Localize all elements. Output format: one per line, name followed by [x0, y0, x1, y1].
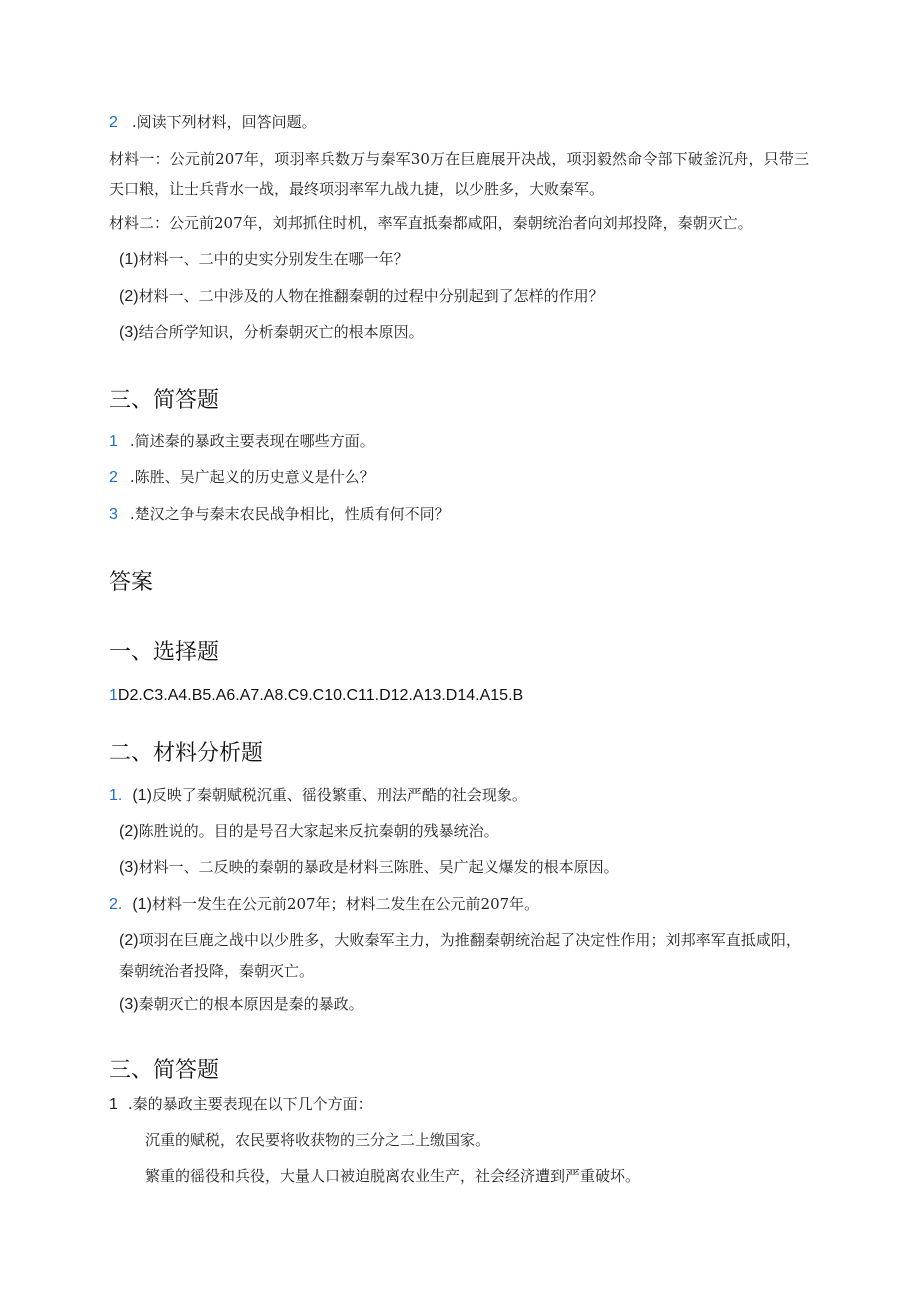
sub-answer-number: (2): [119, 823, 139, 840]
material-answer-2-sub-1: [109, 894, 539, 915]
sub-question-text: 材料一、二中涉及的人物在推翻秦朝的过程中分别起到了怎样的作用？: [138, 287, 604, 305]
short-question-3: [109, 504, 450, 525]
material-answer-2-sub-3: [119, 994, 364, 1015]
question-text: .楚汉之争与秦末农民战争相比，性质有何不同？: [129, 505, 450, 523]
answer-number: 2.: [109, 896, 123, 913]
answer-number: 1.: [109, 787, 123, 804]
answers-heading: 答案: [109, 569, 154, 594]
sub-answer-text: 材料一、二反映的秦朝的暴政是材料三陈胜、吴广起义爆发的根本原因。: [138, 858, 619, 876]
sub-question-3: [119, 322, 424, 343]
answer-number: 1: [109, 1096, 118, 1113]
choice-answers: [109, 686, 523, 706]
sub-question-number: (1): [119, 251, 139, 268]
sub-answer-text: 秦朝灭亡的根本原因是秦的暴政。: [138, 995, 364, 1013]
short-answer-1: [109, 1094, 373, 1115]
material-1: 材料一：公元前207年，项羽率兵数万与秦军30万在巨鹿展开决战，项羽毅然命令部下破釜沉舟，只带三天口粮，让士兵背水一战，最终项羽率军九战九捷，以少胜多，大败秦军。: [109, 150, 809, 198]
sub-question-1: [119, 249, 409, 270]
sub-answer-number: (1): [132, 896, 152, 913]
material-answer-1-sub-3: [119, 857, 619, 878]
sub-question-text: 结合所学知识，分析秦朝灭亡的根本原因。: [138, 323, 424, 341]
sub-answer-text: 材料一发生在公元前207年；材料二发生在公元前207年。: [151, 895, 540, 913]
question-text: .陈胜、吴广起义的历史意义是什么？: [129, 468, 375, 486]
sub-answer-number: (2): [119, 932, 139, 949]
material-answer-2-sub-2: [119, 925, 801, 986]
sub-answer-text: 反映了秦朝赋税沉重、徭役繁重、刑法严酷的社会现象。: [151, 786, 527, 804]
sub-answer-text: 项羽在巨鹿之战中以少胜多，大败秦军主力，为推翻秦朝统治起了决定性作用；刘邦率军直抵咸阳，秦朝统治者投降，秦朝灭亡。: [119, 931, 801, 980]
material-answer-1-sub-1: [109, 785, 527, 806]
question-2: [109, 112, 317, 133]
sub-answer-number: (3): [119, 859, 139, 876]
sub-question-2: [119, 286, 604, 307]
section-heading-short-answer: 三、简答题: [109, 387, 220, 412]
question-number: 2: [109, 114, 118, 131]
short-answer-point-2: 繁重的徭役和兵役，大量人口被迫脱离农业生产，社会经济遭到严重破坏。: [145, 1167, 641, 1185]
section-heading-choice: 一、选择题: [109, 639, 220, 664]
question-text: .阅读下列材料，回答问题。: [131, 113, 317, 131]
question-number: 2: [109, 469, 118, 486]
section-heading-short-answer-answers: 三、简答题: [109, 1057, 220, 1082]
answer-number: 1: [109, 687, 118, 704]
sub-answer-number: (3): [119, 996, 139, 1013]
sub-answer-text: 陈胜说的。目的是号召大家起来反抗秦朝的残暴统治。: [138, 822, 499, 840]
material-answer-1-sub-2: [119, 821, 499, 842]
short-answer-text: .秦的暴政主要表现在以下几个方面：: [127, 1095, 373, 1113]
material-2: 材料二：公元前207年，刘邦抓住时机，率军直抵秦都咸阳，秦朝统治者向刘邦投降，秦朝灭亡。: [109, 214, 753, 232]
question-number: 3: [109, 506, 118, 523]
short-question-2: [109, 467, 375, 488]
section-heading-material: 二、材料分析题: [109, 740, 264, 765]
choice-answers-text: D2.C3.A4.B5.A6.A7.A8.C9.C10.C11.D12.A13.D14.A15.B: [117, 687, 524, 704]
question-text: .简述秦的暴政主要表现在哪些方面。: [129, 432, 375, 450]
sub-question-text: 材料一、二中的史实分别发生在哪一年？: [138, 250, 409, 268]
sub-answer-number: (1): [132, 787, 152, 804]
short-question-1: [109, 431, 375, 452]
short-answer-point-1: 沉重的赋税，农民要将收获物的三分之二上缴国家。: [145, 1131, 491, 1149]
question-number: 1: [109, 433, 118, 450]
sub-question-number: (3): [119, 324, 139, 341]
sub-question-number: (2): [119, 288, 139, 305]
